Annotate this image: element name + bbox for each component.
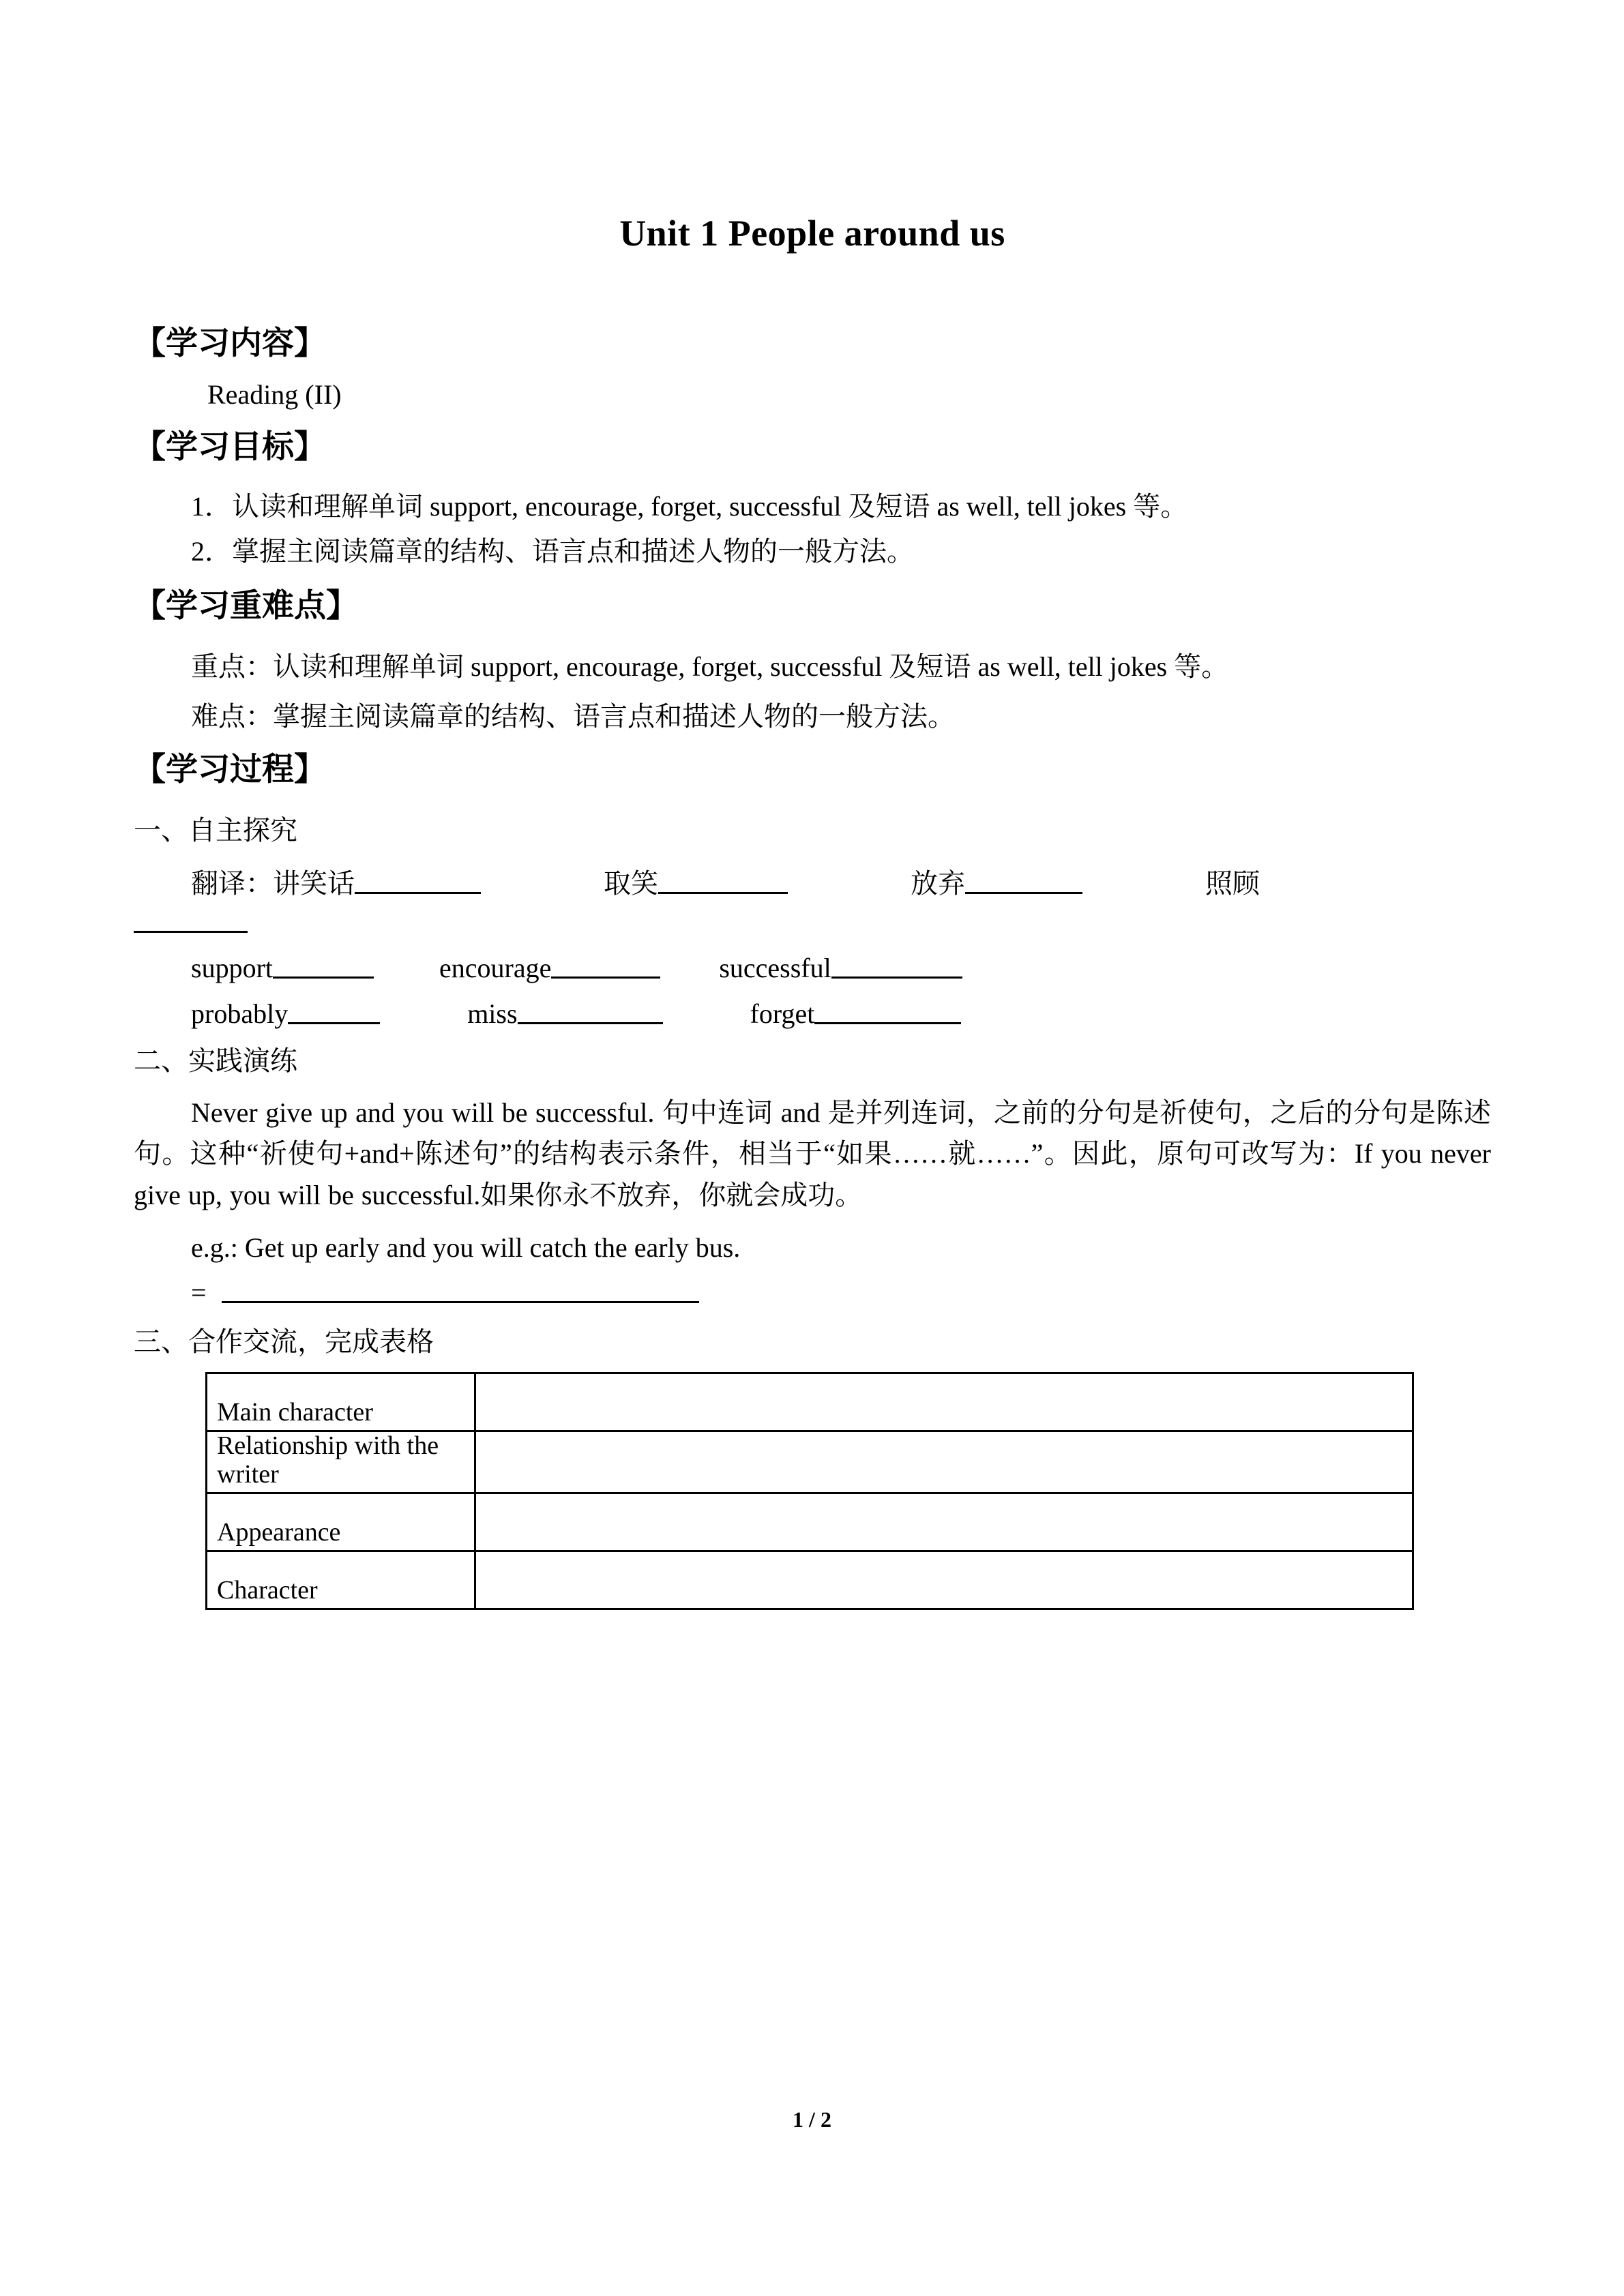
section-heading-key-difficulties: 【学习重难点】 xyxy=(134,588,358,624)
blank-forget[interactable] xyxy=(814,997,961,1024)
blank-laugh-at[interactable] xyxy=(658,867,788,895)
character-table-wrapper xyxy=(134,1372,1491,1610)
grammar-explanation-paragraph: Never give up and you will be successful. 句中连词 and 是并列连词，之前的分句是祈使句，之后的分句是陈述句。这种“祈使句+and+陈述句”的结构表示条件，相当于“如果……就……”。因此，原句可改写为：If you never give up, you will be successful.如果你永不放弃，你就会成功。 xyxy=(134,1097,1491,1211)
learning-goal-item: 1．认读和理解单词 support, encourage, forget, successful 及短语 as well, tell jokes 等。 xyxy=(191,491,1188,522)
translate-term-give-up: 放弃 xyxy=(911,868,965,899)
blank-support[interactable] xyxy=(273,951,374,979)
vocab-term-encourage: encourage xyxy=(439,952,552,983)
table-row-label: Main character xyxy=(207,1373,475,1431)
translate-term-laugh-at: 取笑 xyxy=(604,868,658,899)
vocab-term-probably: probably xyxy=(191,998,289,1029)
table-row-value[interactable] xyxy=(475,1373,1413,1431)
learning-content-body: Reading (II) xyxy=(207,379,342,411)
table-row xyxy=(207,1431,1413,1493)
subsection-heading-group-work: 三、合作交流，完成表格 xyxy=(134,1326,434,1357)
blank-miss[interactable] xyxy=(518,997,663,1024)
key-point-item: 重点：认读和理解单词 support, encourage, forget, successful 及短语 as well, tell jokes 等。 xyxy=(191,651,1229,682)
table-row-value[interactable] xyxy=(475,1493,1413,1551)
table-row-value[interactable] xyxy=(475,1551,1413,1609)
page-title: Unit 1 People around us xyxy=(619,213,1005,254)
blank-tell-jokes[interactable] xyxy=(355,867,481,895)
blank-successful[interactable] xyxy=(831,951,962,979)
vocab-term-successful: successful xyxy=(719,952,831,983)
table-row-value[interactable] xyxy=(475,1431,1413,1493)
table-row xyxy=(207,1493,1413,1551)
example-sentence: e.g.: Get up early and you will catch the early bus. xyxy=(191,1232,741,1263)
table-row xyxy=(207,1551,1413,1609)
section-heading-learning-content: 【学习内容】 xyxy=(134,326,326,362)
translate-term-tell-jokes: 讲笑话 xyxy=(273,868,355,899)
section-heading-learning-goals: 【学习目标】 xyxy=(134,430,326,466)
vocab-term-miss: miss xyxy=(467,998,518,1029)
vocab-term-support: support xyxy=(191,952,273,983)
learning-goal-item: 2．掌握主阅读篇章的结构、语言点和描述人物的一般方法。 xyxy=(191,535,914,567)
subsection-heading-self-study: 一、自主探究 xyxy=(134,815,297,846)
section-heading-learning-process: 【学习过程】 xyxy=(134,752,326,788)
vocab-term-forget: forget xyxy=(750,998,815,1029)
translation-exercise-row-3 xyxy=(134,996,1491,1032)
translation-exercise-row-1 xyxy=(134,866,1491,902)
translation-exercise-row-1-wrap xyxy=(134,905,1491,941)
blank-probably[interactable] xyxy=(288,997,380,1024)
document-content xyxy=(134,0,1491,1610)
table-row-label: Appearance xyxy=(207,1493,475,1551)
blank-give-up[interactable] xyxy=(965,867,1082,895)
blank-rewrite-sentence[interactable] xyxy=(222,1276,699,1303)
rewrite-answer-line xyxy=(134,1275,1491,1311)
table-row-label: Relationship with the writer xyxy=(207,1431,475,1493)
table-row-label: Character xyxy=(207,1551,475,1609)
page-footer: 1 / 2 xyxy=(793,2107,831,2132)
character-info-table xyxy=(205,1372,1414,1610)
equals-sign: = xyxy=(191,1277,207,1308)
translation-exercise-row-2 xyxy=(134,951,1491,987)
blank-take-care-of[interactable] xyxy=(134,906,248,933)
table-row xyxy=(207,1373,1413,1431)
translate-term-take-care-of: 照顾 xyxy=(1205,868,1260,899)
key-point-item: 难点：掌握主阅读篇章的结构、语言点和描述人物的一般方法。 xyxy=(191,701,955,732)
subsection-heading-practice: 二、实践演练 xyxy=(134,1045,297,1076)
blank-encourage[interactable] xyxy=(551,951,660,979)
translate-label: 翻译： xyxy=(191,868,273,899)
